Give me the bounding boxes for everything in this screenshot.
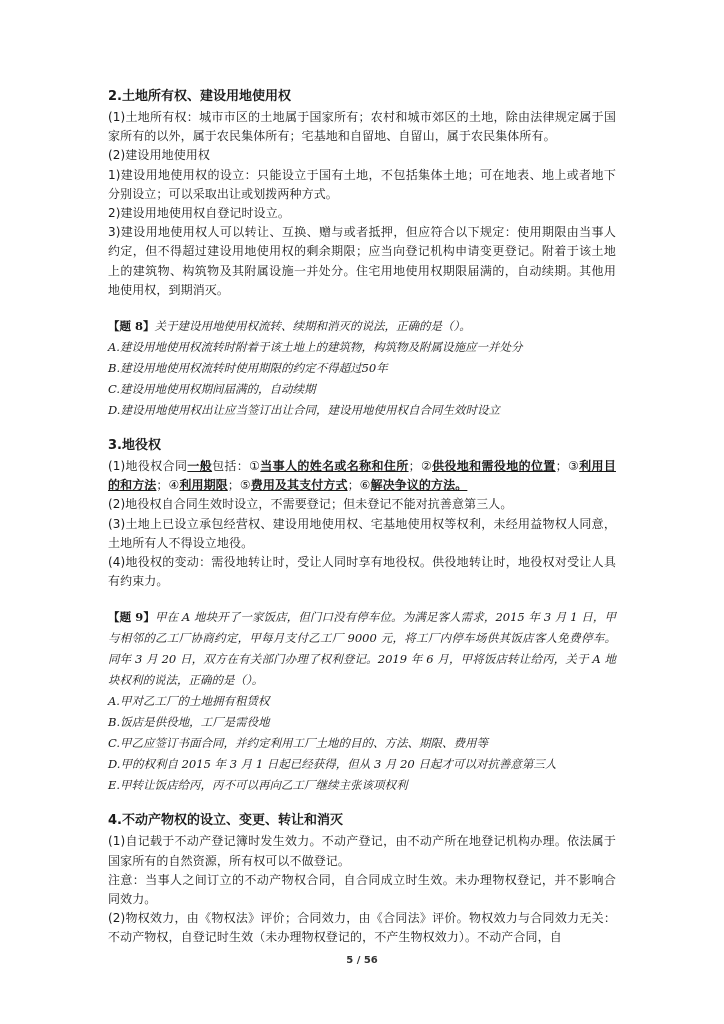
question-8-tag: 【题 8】 <box>108 319 155 334</box>
text-run: ；④ <box>156 478 180 493</box>
page-number: 5 / 56 <box>346 955 378 966</box>
underlined-text: 当事人的姓名或名称和住所 <box>260 459 409 474</box>
section-3-para-4: (4)地役权的变动：需役地转让时，受让人同时享有地役权。供役地转让时，地役权对受让人具有约束力。 <box>108 555 616 589</box>
text-run: ；③ <box>555 459 580 474</box>
underlined-text: 利用目的和方法 <box>108 459 616 493</box>
page-content <box>108 88 616 948</box>
question-8-stem <box>108 316 616 337</box>
section-2-para-3: 1)建设用地使用权的设立：只能设立于国有土地，不包括集体土地；可在地表、地上或者地下分别设立；可以采取出让或划拨两种方式。 <box>108 167 616 201</box>
text-run: ；② <box>408 459 433 474</box>
section-4-title: 4.不动产物权的设立、变更、转让和消灭 <box>108 813 343 829</box>
section-2-para-4: 2)建设用地使用权自登记时设立。 <box>108 206 290 221</box>
underlined-text: 费用及其支付方式 <box>250 478 348 493</box>
question-8-option-d: D.建设用地使用权出让应当签订出让合同，建设用地使用权自合同生效时设立 <box>108 403 500 418</box>
section-4-para-1: (1)自记载于不动产登记簿时发生效力。不动产登记，由不动产所在地登记机构办理。依法属于国家所有的自然资源，所有权可以不做登记。 <box>108 834 616 868</box>
text-run: ；⑤ <box>227 478 251 493</box>
underlined-text: 一般 <box>187 459 213 474</box>
section-3-para-1 <box>108 457 616 495</box>
section-2-para-5: 3)建设用地使用权人可以转让、互换、赠与或者抵押，但应符合以下规定：使用期限由当事人约定，但不得超过建设用地使用权的剩余期限；应当向登记机构申请变更登记。附着于该土地上的建筑物、构筑物及其附属设施一并处分。住宅用地使用权期限届满的，自动续期。其他用地使用权，到期消灭。 <box>108 225 616 297</box>
text-run: ；⑥ <box>347 478 371 493</box>
question-8-option-a: A.建设用地使用权流转时附着于该土地上的建筑物，构筑物及附属设施应一并处分 <box>108 340 523 355</box>
section-2-para-1: (1)土地所有权：城市市区的土地属于国家所有；农村和城市郊区的土地，除由法律规定属于国家所有的以外，属于农民集体所有；宅基地和自留地、自留山，属于农民集体所有。 <box>108 110 616 144</box>
question-9-tag: 【题 9】 <box>108 610 155 625</box>
underlined-text: 供役地和需役地的位置 <box>432 459 556 474</box>
question-9-option-a: A.甲对乙工厂的土地拥有租赁权 <box>108 694 270 709</box>
section-3-para-3: (3)土地上已设立承包经营权、建设用地使用权、宅基地使用权等权利，未经用益物权人同意，土地所有人不得设立地役。 <box>108 516 616 550</box>
text-run: 包括：① <box>212 459 261 474</box>
question-8-text: 关于建设用地使用权流转、续期和消灭的说法，正确的是（）。 <box>154 319 471 334</box>
section-4-para-3: (2)物权效力，由《物权法》评价；合同效力，由《合同法》评价。物权效力与合同效力无关：不动产物权，自登记时生效（未办理物权登记的，不产生物权效力）。不动产合同，自 <box>108 911 616 945</box>
question-9-option-d: D.甲的权利自 2015 年 3 月 1 日起已经获得，但从 3 月 20 日起才可以对抗善意第三人 <box>108 757 557 772</box>
underlined-text: 利用期限 <box>179 478 228 493</box>
underlined-text: 解决争议的方法。 <box>370 478 468 493</box>
question-8-option-b: B.建设用地使用权流转时使用期限的约定不得超过50年 <box>108 361 388 376</box>
question-9-option-b: B.饭店是供役地，工厂是需役地 <box>108 715 270 730</box>
section-2-para-2: (2)建设用地使用权 <box>108 148 210 163</box>
section-2-title: 2.土地所有权、建设用地使用权 <box>108 89 291 104</box>
question-8-option-c: C.建设用地使用权期间届满的，自动续期 <box>108 382 316 397</box>
section-3-para-2: (2)地役权自合同生效时设立，不需要登记；但未登记不能对抗善意第三人。 <box>108 497 513 512</box>
question-9-option-e: E.甲转让饭店给丙，丙不可以再向乙工厂继续主张该项权利 <box>108 778 408 793</box>
question-9-stem <box>108 607 616 691</box>
section-4-para-2: 注意：当事人之间订立的不动产物权合同，自合同成立时生效。未办理物权登记，并不影响合同效力。 <box>108 872 616 907</box>
question-9-text: 甲在 A 地块开了一家饭店，但门口没有停车位。为满足客人需求，2015 年 3 月 1 日，甲与相邻的乙工厂协商约定，甲每月支付乙工厂 9000 元，将工厂内停车场供其饭店客人免费停车。同年 3 月 20 日，双方在有关部门办理了权利登记。2019 年 6 月，甲将饭店转让给丙，关于 A 地块权利的说法，正确的是（）。 <box>108 610 616 688</box>
text-run: (1)地役权合同 <box>108 459 188 474</box>
question-9-option-c: C.甲乙应签订书面合同，并约定利用工厂土地的目的、方法、期限、费用等 <box>108 736 489 751</box>
section-3-title: 3.地役权 <box>108 438 161 454</box>
